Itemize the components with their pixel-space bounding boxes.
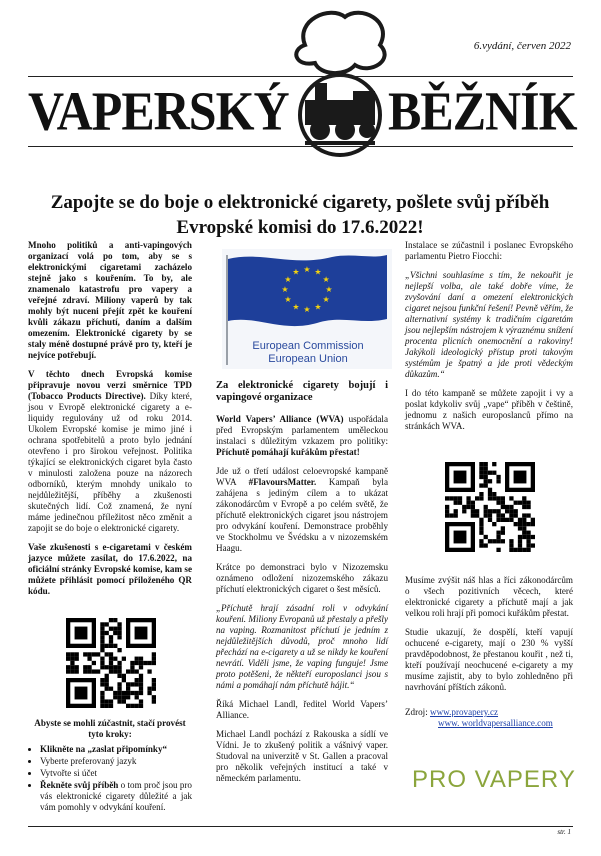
col1-submit: Vaše zkušenosti s e-cigaretami v českém jazyce můžete zasílat, do 17.6.2022, na oficiální stránky Evropské komise, kam se můžete přihlásit pomocí přiloženého QR kódu. (28, 542, 192, 596)
qr-code-left[interactable] (66, 618, 156, 708)
eu-star-icon: ★ (322, 275, 330, 284)
eu-star-icon: ★ (292, 267, 300, 277)
source-links: Zdroj: www.provapery.cz www. worldvapersalliance.com (405, 707, 553, 728)
page-number: str. 1 (557, 828, 571, 836)
col2-p4: Říká Michael Landl, ředitel World Vapers’ Alliance. (216, 699, 388, 720)
flag-caption-2: European Union (268, 353, 348, 365)
masthead-right: BĚŽNÍK (388, 80, 577, 142)
eu-star-icon: ★ (314, 267, 322, 277)
main-headline: Zapojte se do boje o elektronické cigarety, pošlete svůj příběh Evropské komisi do 17.6.2022! (50, 192, 550, 238)
link-provapery[interactable]: www.provapery.cz (430, 707, 499, 717)
col2-p3: Krátce po demonstraci bylo v Nizozemsku oznámeno odložení nizozemského zákazu příchutí elektronických cigaret o šest měsíců. (216, 562, 388, 594)
masthead-bottom-rule (28, 146, 573, 147)
qr-code-right[interactable] (445, 462, 535, 552)
masthead-top-rule (28, 76, 573, 77)
col2-p5: Michael Landl pochází z Rakouska a sídlí ve Vídni. Je to zkušený politik a vášnivý vaper. Studoval na univerzitě v St. Gallen a pracoval pro několik veřejných institucí a také v německém parlamentu. (216, 729, 388, 783)
col2-quote: „Příchutě hrají zásadní roli v odvykání kouření. Miliony Evropanů už přestaly a přešly na vaping. Rozmanitost příchutí je jedním z nejdůležitějších důvodů, proč mnoho lidí přechází na e-cigarety a už se nikdy ke kouření nevrátí. Viděli jsme, že vaping funguje! Jsme proto potěšeni, že někteří europoslanci jsou s námi a pomáhají nám příchutě hájit.“ (216, 603, 388, 690)
eu-star-icon: ★ (303, 305, 311, 314)
col2-p2: Jde už o třetí událost celoevropské kampaně WVA #FlavoursMatter. Kampaň byla zahájena s jediným cílem a to ukázat zákonodárcům v Evropě a po celém světě, že příchutě elektronických cigaret jsou nástrojem pro odvykání kouření. Demonstrace proběhly ve Stockholmu ve Švédsku a v nizozemském Haagu. (216, 466, 388, 553)
steps-block (28, 718, 192, 814)
col3-p3: Musíme zvýšit náš hlas a říci zákonodárcům o všech pozitivních věcech, které elektronické cigarety a příchutě mají a jak velkou roli hrají při pomoci kuřákům přestat. (405, 575, 573, 618)
pro-vapery-logo: PRO VAPERY (412, 766, 576, 793)
col3-p2: I do této kampaně se můžete zapojit i vy a poslat kdykoliv svůj „vape“ příběh v češtině, jednomu z našich europoslanců přímo na stránkách WVA. (405, 388, 573, 431)
eu-star-icon: ★ (303, 265, 311, 274)
flag-caption-1: European Commission (252, 340, 364, 352)
eu-star-icon: ★ (284, 295, 292, 304)
eu-star-icon: ★ (325, 285, 333, 294)
eu-flag-image (222, 249, 392, 369)
steps-title: Abyste se mohli zúčastnit, stačí provést tyto kroky: (34, 718, 186, 739)
col3-quote: „Všichni souhlasíme s tím, že nekouřit je nejlepší volba, ale také dobře víme, že zvyšování daní a omezení elektronických cigaret nejsou funkční řešení! Pevně věřím, že alternativní systémy k tradičním cigaretám jsou nejlepším nástrojem k výraznému snížení procenta plicních onemocnění a rakoviny! Jakýkoli ideologický přístup proti takovým systémům je špatný a jde proti vědeckým důkazům.“ (405, 270, 573, 379)
col3-p4: Studie ukazují, že dospělí, kteří vapují ochucené e-cigarety, mají o 230 % vyšší pravděpodobnost, že přestanou kouřit , než ti, kteří používají neochucené e-cigarety a my musíme zajistit, aby to bylo zohledněno při navrhování příštích zákonů. (405, 627, 573, 692)
col2-title: Za elektronické cigarety bojují i vapingové organizace (216, 380, 388, 403)
masthead-left: VAPERSKÝ (28, 80, 289, 142)
col1-tpd: V těchto dnech Evropská komise připravuje novou verzi směrnice TPD (Tobacco Products Directive). Díky které, jsou v Evropě elektronické cigarety a e-liquidy regulovány už od roku 2014. Ukolem Evropské komise je mimo jiné i ochrana spotřebitelů a proto bylo jednání otevřeno i pro širokou veřejnost. Politika týkající se elektronických cigaret byla často v minulosti založena pouze na názorech odborníků, kterým mnohdy unikalo to nejdůležitější, příběhy a zkušenosti skutečných lidí. Což znamená, že nyní máme jedinečnou příležitost něco změnit a zapojit se do boje o elektronické cigarety. (28, 369, 192, 533)
col1-intro: Mnoho politiků a anti-vapingových organizací volá po tom, aby se s elektronickými cigaretami zacházelo stejně jako s kouřením. To by, ale znamenalo katastrofu pro vapery a veřejné zdraví. Miliony vaperů by tak mohly být nuceni přejít zpět ke kouření kvůli zákazu příchutí, daním a dalším omezením. Elektronické cigarety by se staly méně dostupné právě pro ty, kteří je nejvíce potřebují. (28, 240, 192, 360)
column-right (405, 240, 573, 440)
eu-star-icon: ★ (284, 275, 292, 284)
eu-star-icon: ★ (292, 302, 300, 312)
col2-p1: World Vapers’ Alliance (WVA) uspořádala před Evropským parlamentem uměleckou instalaci s důležitým vzkazem pro politiky: Příchutě pomáhají kuřákům přestat! (216, 414, 388, 457)
footer-rule (28, 826, 573, 827)
column-middle (216, 380, 388, 792)
step-item: • Vytvořte si účet (40, 768, 192, 779)
column-right-lower (405, 575, 573, 737)
column-left (28, 240, 192, 605)
eu-star-icon: ★ (322, 295, 330, 304)
step-item: • Řekněte svůj příběh o tom proč jsou pro vás elektronické cigarety důležité a jak vám pomohly v odvykání kouření. (40, 780, 192, 813)
col3-p1: Instalace se zúčastnil i poslanec Evropského parlamentu Pietro Fiocchi: (405, 240, 573, 261)
steps-list (28, 744, 192, 813)
eu-star-icon: ★ (314, 302, 322, 312)
link-wva[interactable]: www. worldvapersalliance.com (438, 718, 553, 728)
locomotive-logo (275, 5, 405, 165)
eu-star-icon: ★ (281, 285, 289, 294)
step-item: • Vyberte preferovaný jazyk (40, 756, 192, 767)
issue-label: 6.vydání, červen 2022 (473, 40, 571, 52)
step-item: • Klikněte na „zaslat připomínky“ (40, 744, 192, 755)
